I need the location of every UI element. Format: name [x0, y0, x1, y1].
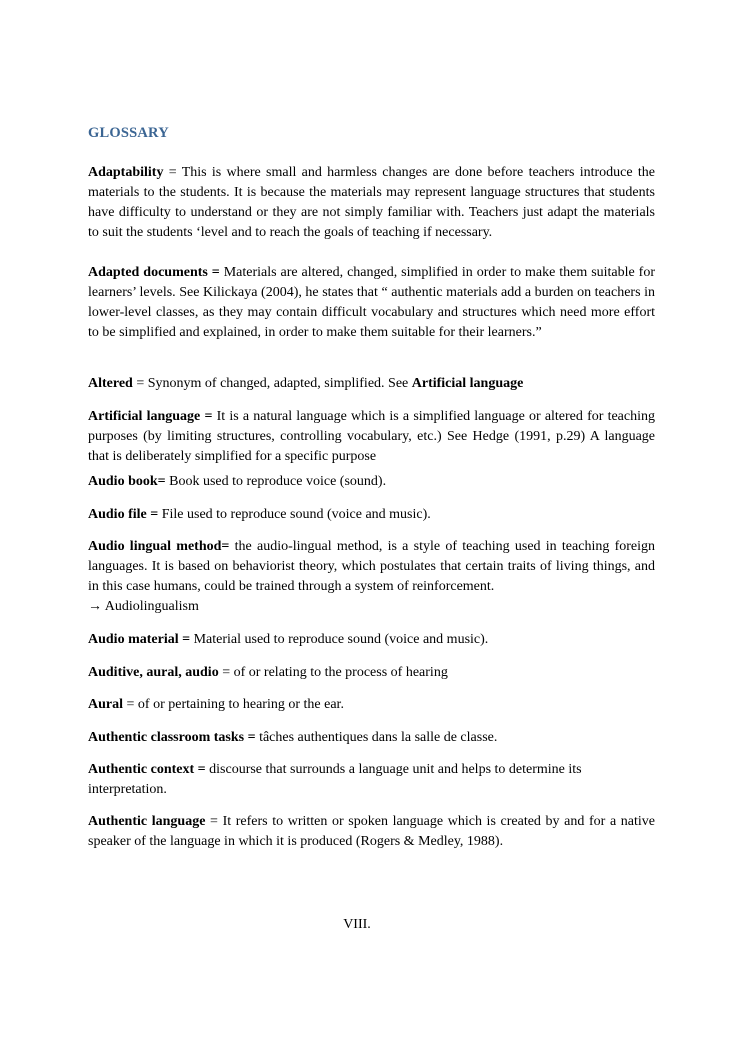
entry-term: Authentic language	[88, 814, 206, 829]
entry-definition: Material used to reproduce sound (voice and music).	[193, 632, 489, 647]
entry-term: Aural	[88, 697, 123, 712]
page-heading: GLOSSARY	[88, 125, 169, 141]
entry-separator: =	[123, 697, 138, 712]
glossary-entry-audio-lingual-method	[88, 537, 655, 617]
glossary-entry-auditive	[88, 663, 655, 683]
entry-definition: discourse that surrounds a language unit and helps to determine its interpretation.	[88, 762, 582, 797]
entry-term: Audio material =	[88, 632, 191, 647]
glossary-entry-adapted-documents	[88, 263, 655, 343]
glossary-entry-artificial-language	[88, 407, 655, 467]
entry-definition: Materials are altered, changed, simplified in order to make them suitable for learners’ levels. See Kilickaya (2004), he states that “ authentic materials add a burden on teachers in lower-level classes, as they may contain difficult vocabulary and structures which need more effort to be simplified and explained, in order to make them suitable for their learners.”	[88, 265, 656, 340]
entry-term: Authentic classroom tasks =	[88, 730, 256, 745]
entry-term: Artificial language =	[88, 409, 213, 424]
entry-term: Altered	[88, 376, 133, 391]
entry-separator: =	[205, 814, 223, 829]
entry-term: Audio file =	[88, 507, 159, 522]
entry-term: Auditive, aural, audio	[88, 665, 219, 680]
glossary-entry-audio-material	[88, 630, 655, 650]
entry-definition: It refers to written or spoken language which is created by and for a native speaker of the language in which it is produced (Rogers & Medley, 1988).	[88, 814, 655, 849]
glossary-entry-audio-file	[88, 505, 655, 525]
glossary-entry-authentic-context	[88, 760, 655, 800]
entry-definition: This is where small and harmless changes are done before teachers introduce the materials to the students. It is because the materials may represent language structures that students have difficulty to understand or they are not simply familiar with. Teachers just adapt the materials to suit the students ‘level and to reach the goals of teaching if necessary.	[88, 165, 655, 240]
entry-definition: File used to reproduce sound (voice and music).	[161, 507, 431, 522]
glossary-entry-altered	[88, 374, 655, 394]
entry-separator: =	[132, 376, 148, 391]
entry-definition: the audio-lingual method, is a style of teaching used in teaching foreign languages. It is based on behaviorist theory, which postulates that certain traits of living things, and in this case humans, could be trained through a system of reinforcement.	[88, 539, 656, 594]
entry-term: Adapted documents =	[88, 265, 220, 280]
entry-separator: =	[218, 665, 234, 680]
entry-definition: It is a natural language which is a simplified language or altered for teaching purposes (by limiting structures, controlling vocabulary, etc.) See Hedge (1991, p.29) A language that is deliberately simplified for a specific purpose	[88, 409, 655, 464]
glossary-entry-adaptability	[88, 163, 655, 243]
entry-see-also: → Audiolingualism	[88, 599, 199, 614]
entry-definition: Book used to reproduce voice (sound).	[169, 474, 387, 489]
entry-term: Audio lingual method=	[88, 539, 230, 554]
entry-definition: of or relating to the process of hearing	[233, 665, 448, 680]
page-number: VIII.	[343, 917, 371, 932]
entry-term: Audio book=	[88, 474, 166, 489]
entry-definition: tâches authentiques dans la salle de classe.	[259, 730, 498, 745]
entry-cross-reference: Artificial language	[411, 376, 524, 391]
entry-definition: of or pertaining to hearing or the ear.	[137, 697, 344, 712]
entry-term: Authentic context =	[88, 762, 206, 777]
glossary-entry-authentic-language	[88, 812, 655, 852]
entry-definition: Synonym of changed, adapted, simplified. See	[147, 376, 412, 391]
entry-separator: =	[163, 165, 182, 180]
glossary-entry-authentic-classroom-tasks	[88, 728, 655, 748]
entry-term: Adaptability	[88, 165, 164, 180]
glossary-entry-aural	[88, 695, 655, 715]
glossary-entry-audio-book	[88, 472, 655, 492]
